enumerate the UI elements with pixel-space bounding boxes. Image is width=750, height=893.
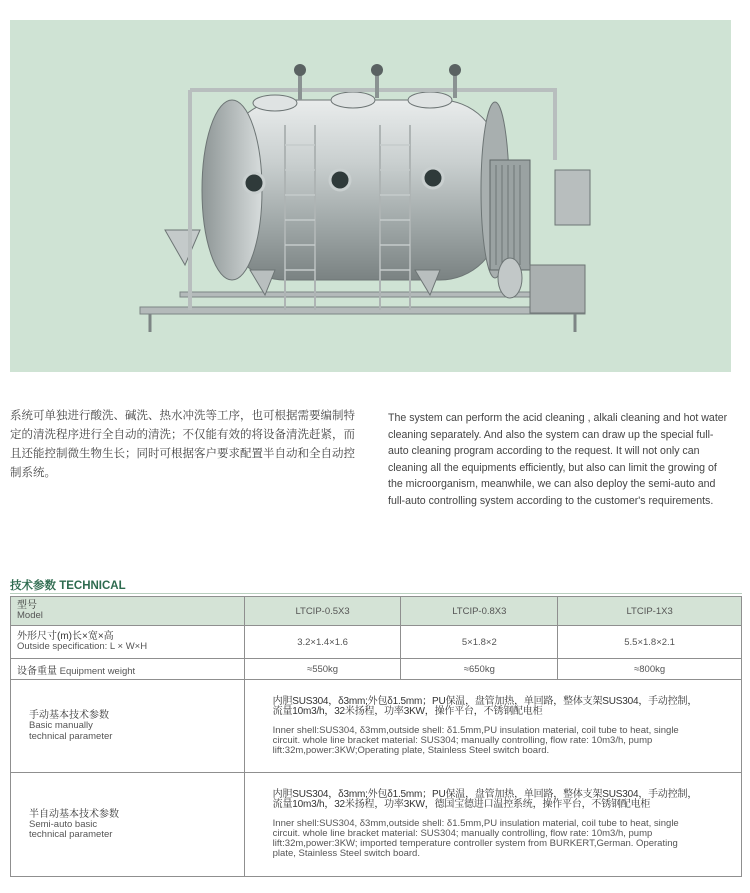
- table-row-semi-auto: [11, 773, 742, 877]
- table-header-row: [11, 597, 742, 626]
- semi-params-cn: 内胆SUS304，δ3mm;外包δ1.5mm；PU保温，盘管加热，单回路，整体支架SUS304，手动控制，流量10m3/h，32米扬程，功率3KW，德国宝德进口温控系统，操作平台，不锈钢配电柜: [272, 789, 698, 810]
- technical-section-title: 技术参数 TECHNICAL: [10, 580, 126, 592]
- row-label-cell: [11, 659, 245, 680]
- table-row: [11, 659, 742, 680]
- manual-params-en: Inner shell:SUS304, δ3mm,outside shell: δ1.5mm,PU insulation material, coil tube to heat, single circuit. whole line bracket material: SUS304; manually controlling, flow rate: 10m3/h, pump lift:32m,power:3KW;Operating plate, Stainless Steel switch board.: [272, 724, 679, 756]
- model-label-cell: [11, 597, 245, 626]
- manual-label-en: Basic manually: [29, 720, 93, 731]
- description-chinese: 系统可单独进行酸洗、碱洗、热水冲洗等工序，也可根据需要编制特定的清洗程序进行全自动的清洗；不仅能有效的将设备清洗赶紧，而且还能控制微生物生长；同时可根据客户要求配置半自动和全自动控制系统。: [10, 410, 355, 479]
- row-label-cell: [11, 626, 245, 659]
- semi-params-en: Inner shell:SUS304, δ3mm,outside shell: δ1.5mm,PU insulation material, coil tube to heat, single circuit. whole line bracket material: SUS304; manually controlling, flow rate: 10m3/h, pump lift:32m,power:3KW; imported temperature controller system from BURKERT,German. Operating plate, Stainless Steel switch board.: [272, 818, 679, 859]
- row-label-en: Outside specification: L × W×H: [17, 641, 148, 653]
- model-label-en: Model: [17, 610, 43, 622]
- cip-equipment-illustration: [10, 20, 731, 372]
- semi-label-en: technical parameter: [29, 829, 113, 840]
- manual-label-en: technical parameter: [29, 730, 113, 742]
- semi-params-cell: [244, 773, 741, 877]
- table-cell: 5×1.8×2: [401, 626, 558, 659]
- table-cell: ≈550kg: [244, 659, 401, 680]
- description-english: The system can perform the acid cleaning , alkali cleaning and hot water cleaning separately. And also the system can draw up the special full-auto cleaning program according to the request. It will not only can cleaning all the equipments efficiently, but also can limit the growing of the microorganism, meanwhile, we can also deploy the semi-auto and full-auto controlling system according to the customer's requirements.: [388, 412, 728, 507]
- table-row: [11, 626, 742, 659]
- manual-params-cn: 内胆SUS304，δ3mm;外包δ1.5mm；PU保温，盘管加热，单回路，整体支架SUS304，手动控制，流量10m3/h，32米扬程，功率3KW，操作平台，不锈钢配电柜: [272, 695, 698, 717]
- row-label-cell: [11, 680, 245, 773]
- row-label-cn: 设备重量: [17, 665, 57, 677]
- manual-label-cn: 手动基本技术参数: [29, 710, 109, 721]
- model-name-cell: LTCIP-0.8X3: [401, 597, 558, 626]
- table-row-manual: [11, 680, 742, 773]
- model-name-cell: LTCIP-1X3: [558, 597, 742, 626]
- table-cell: 3.2×1.4×1.6: [244, 626, 401, 659]
- semi-label-en: Semi-auto basic: [29, 818, 98, 830]
- row-label-en: Equipment weight: [59, 665, 136, 677]
- semi-label-cn: 半自动基本技术参数: [29, 808, 119, 820]
- manual-params-cell: [244, 680, 741, 773]
- product-photo: [10, 20, 731, 372]
- table-cell: ≈650kg: [401, 659, 558, 680]
- model-name-cell: LTCIP-0.5X3: [244, 597, 401, 626]
- section-divider: [10, 593, 742, 594]
- table-cell: 5.5×1.8×2.1: [558, 626, 742, 659]
- row-label-cell: [11, 773, 245, 877]
- model-label-cn: 型号: [17, 600, 37, 612]
- technical-spec-table: [10, 596, 742, 877]
- row-label-cn: 外形尺寸(m)长×宽×高: [17, 631, 114, 643]
- table-cell: ≈800kg: [558, 659, 742, 680]
